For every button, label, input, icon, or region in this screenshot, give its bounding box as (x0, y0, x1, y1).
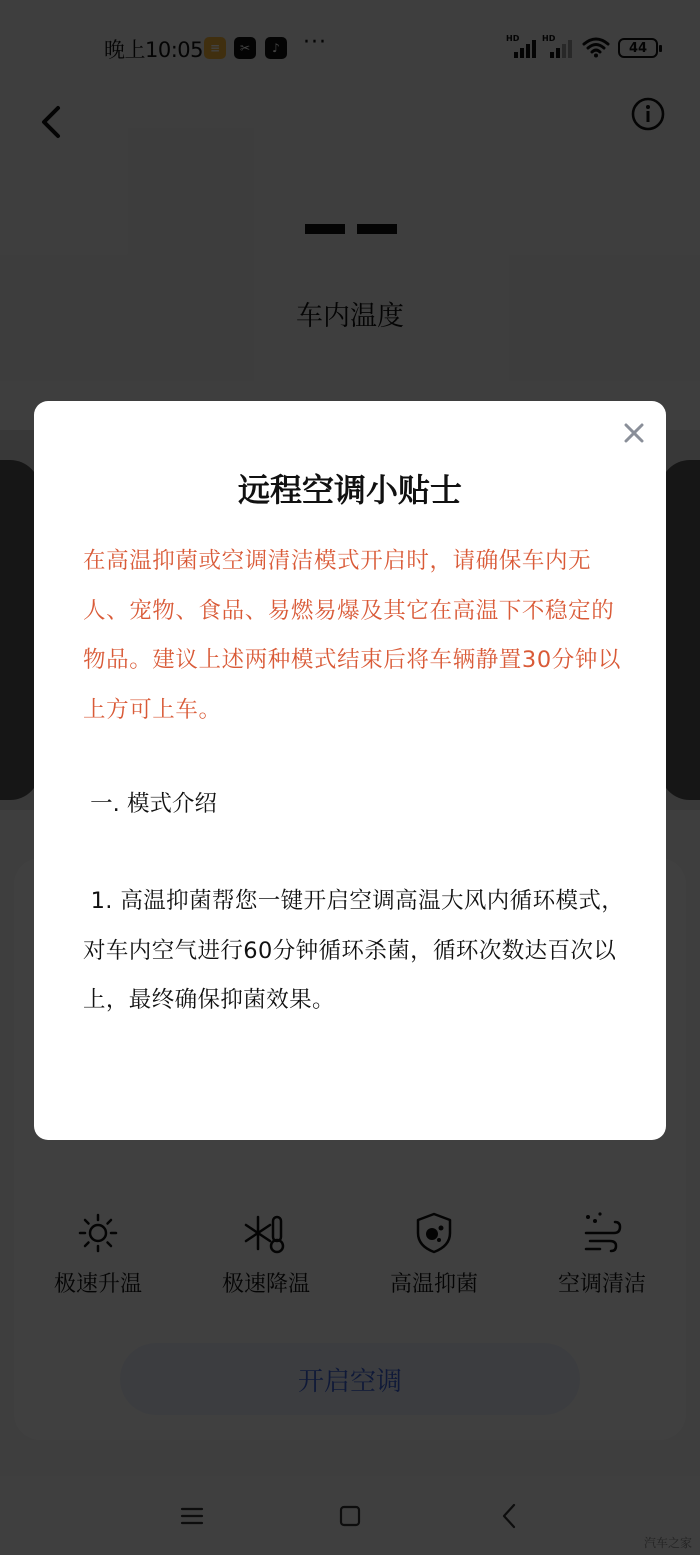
watermark: 汽车之家 (643, 1536, 692, 1550)
section-body-text: 1. 高温抑菌帮您一键开启空调高温大风内循环模式，对车内空气进行60分钟循环杀菌，循环次数达百次以上，最终确保抑菌效果。 (83, 888, 625, 1013)
safety-warning-text: 在高温抑菌或空调清洁模式开启时，请确保车内无人、宠物、食品、易燃易爆及其它在高温下不稳定的物品。建议上述两种模式结束后将车辆静置30分钟以上方可上车。 (83, 548, 622, 723)
dialog-title: 远程空调小贴士 (237, 471, 462, 509)
close-icon[interactable] (620, 419, 648, 447)
ac-tips-dialog (34, 401, 666, 1140)
section-heading: 一. 模式介绍 (83, 791, 217, 817)
